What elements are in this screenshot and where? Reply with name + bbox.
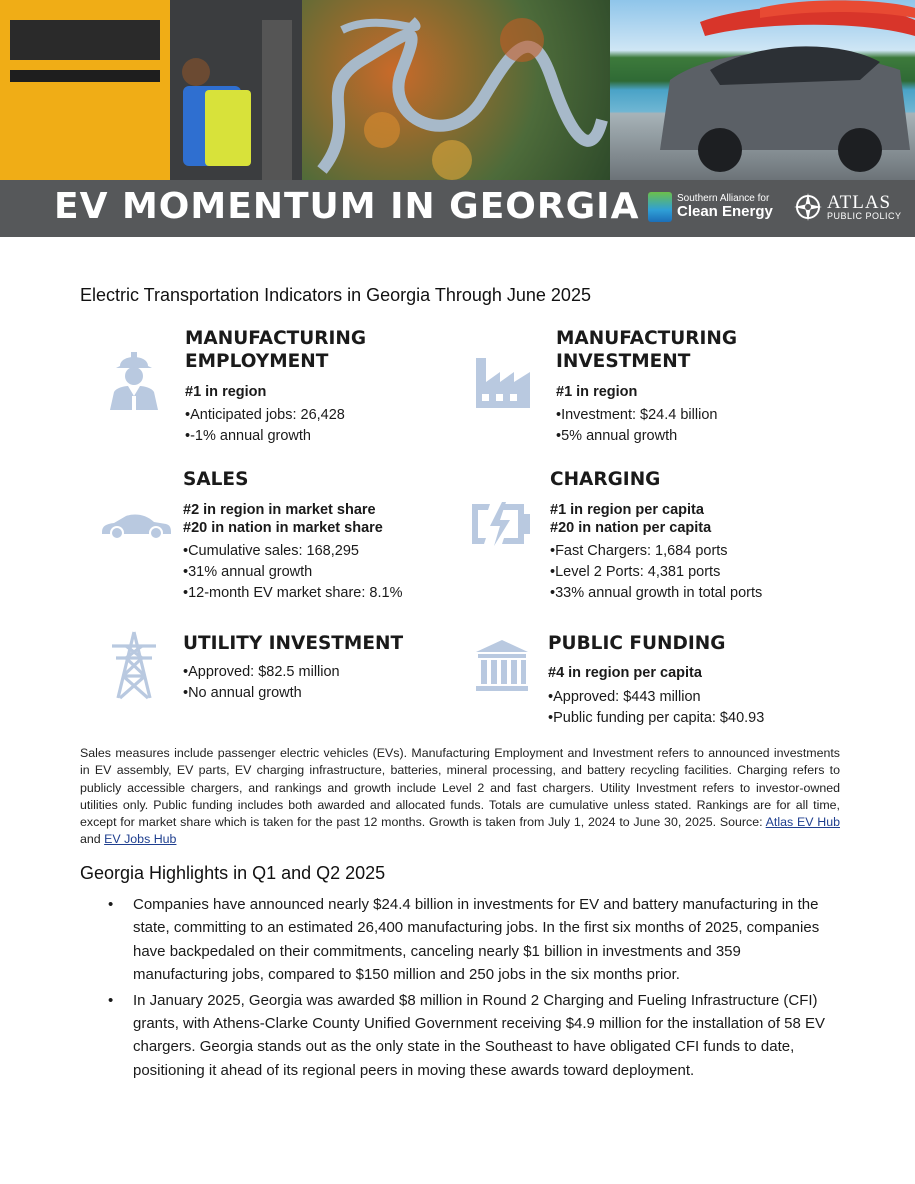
sace-mark-icon: [648, 192, 672, 222]
indicator-title: CHARGING: [550, 469, 661, 490]
factory-icon: [474, 352, 532, 410]
indicator-item: • Public funding per capita: $40.93: [548, 708, 764, 729]
notes-and: and: [80, 832, 105, 847]
car-icon: [100, 512, 172, 540]
indicator-utility-investment: [183, 632, 403, 704]
indicator-item: • -1% annual growth: [185, 426, 366, 447]
title-band: [0, 180, 915, 237]
indicator-item: • Cumulative sales: 168,295: [183, 541, 402, 562]
transmission-tower-icon: [108, 630, 160, 700]
compass-icon: [793, 192, 823, 222]
indicator-sales: [183, 468, 402, 604]
indicator-item: • Approved: $82.5 million: [183, 662, 403, 683]
highlights-heading: Georgia Highlights in Q1 and Q2 2025: [80, 863, 386, 883]
methodology-notes: [80, 745, 840, 849]
indicator-item: • 5% annual growth: [556, 426, 737, 447]
winding-road-photo: [302, 0, 610, 180]
atlas-ev-hub-link[interactable]: Atlas EV Hub: [765, 815, 840, 830]
indicator-item: • No annual growth: [183, 683, 403, 704]
indicator-title: PUBLIC FUNDING: [548, 633, 726, 654]
indicator-rank: #4 in region per capita: [548, 665, 702, 681]
header-photos: [0, 0, 915, 180]
worker-icon: [106, 350, 162, 412]
ev-car-kayaks-photo: [610, 0, 915, 180]
sace-logo: [648, 192, 773, 222]
battery-bolt-icon: [468, 500, 534, 548]
atlas-logo-top: ATLAS: [827, 192, 892, 213]
indicator-item: • Fast Chargers: 1,684 ports: [550, 541, 762, 562]
list-item: • Companies have announced nearly $24.4 billion in investments for EV and battery manufacturing in the state, committing to an estimated 26,400 manufacturing jobs. In the first six months of 2025, companies have backpedaled on their commitments, canceling nearly $1 billion in investments and 359 manufacturing jobs, compared to $150 million and 250 jobs in the six months prior.: [108, 893, 838, 987]
ev-jobs-hub-link[interactable]: EV Jobs Hub: [104, 832, 177, 847]
school-bus-charging-photo: [0, 0, 302, 180]
page-title: EV MOMENTUM IN GEORGIA: [54, 186, 640, 227]
indicator-title: UTILITY INVESTMENT: [183, 633, 404, 654]
indicator-rank: #1 in region: [185, 384, 267, 400]
atlas-logo: [793, 192, 902, 222]
indicator-rank: #1 in region: [556, 384, 638, 400]
indicator-rank: #20 in nation in market share: [183, 520, 383, 536]
indicators-heading: Electric Transportation Indicators in Georgia Through June 2025: [80, 285, 591, 305]
list-item: • In January 2025, Georgia was awarded $8 million in Round 2 Charging and Fueling Infrastructure (CFI) grants, with Athens-Clarke County Unified Government receiving $4.9 million for the installation of 58 EV chargers. Georgia stands out as the only state in the Southeast to have obligated CFI funds to date, positioning it ahead of its regional peers in moving these awards toward deployment.: [108, 989, 838, 1083]
indicator-rank: #20 in nation per capita: [550, 520, 712, 536]
indicator-item: • 33% annual growth in total ports: [550, 583, 762, 604]
highlights-list: [108, 893, 838, 1084]
indicator-public-funding: [548, 632, 764, 729]
indicator-title: EMPLOYMENT: [185, 351, 329, 372]
sace-logo-top: Southern Alliance for: [677, 192, 770, 204]
indicator-title: INVESTMENT: [556, 351, 691, 372]
government-building-icon: [474, 638, 530, 692]
indicator-manufacturing-employment: [185, 327, 366, 447]
indicator-charging: [550, 468, 762, 604]
notes-text: Sales measures include passenger electric vehicles (EVs). Manufacturing Employment and Investment refers to announced investments in EV assembly, EV parts, EV charging infrastructure, batteries, mineral processing, and battery recycling facilities. Charging refers to publicly accessible chargers, and rankings and growth include Level 2 and fast chargers. Utility Investment refers to investor-owned utilities only. Public funding includes both awarded and allocated funds. Totals are cumulative unless stated. Rankings are for all time, except for market share which is taken for the past 12 months. Growth is taken from July 1, 2024 to June 30, 2025. Source:: [80, 746, 840, 830]
sace-logo-bottom: Clean Energy: [677, 203, 773, 221]
indicator-item: • 31% annual growth: [183, 562, 402, 583]
indicator-item: • Investment: $24.4 billion: [556, 405, 737, 426]
indicator-item: • Level 2 Ports: 4,381 ports: [550, 562, 762, 583]
indicator-rank: #1 in region per capita: [550, 502, 704, 518]
indicator-title: MANUFACTURING: [185, 328, 367, 349]
indicator-item: • Approved: $443 million: [548, 687, 764, 708]
indicator-title: SALES: [183, 469, 249, 490]
indicator-rank: #2 in region in market share: [183, 502, 376, 518]
indicator-item: • 12-month EV market share: 8.1%: [183, 583, 402, 604]
indicator-item: • Anticipated jobs: 26,428: [185, 405, 366, 426]
atlas-logo-bottom: PUBLIC POLICY: [827, 211, 902, 221]
indicator-title: MANUFACTURING: [556, 328, 738, 349]
indicator-manufacturing-investment: [556, 327, 737, 447]
